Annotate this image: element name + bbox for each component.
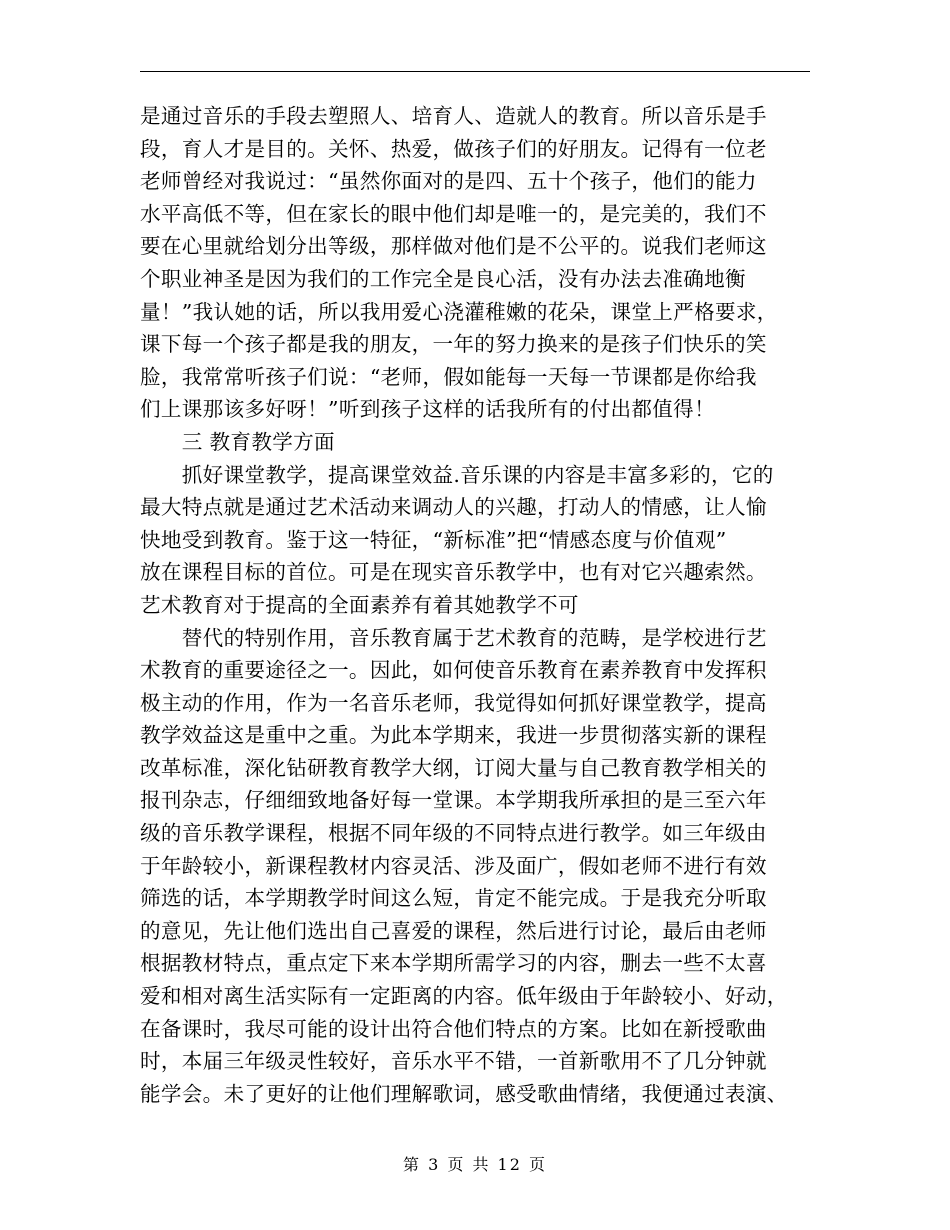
page-number-footer: 第 3 页 共 12 页 <box>403 1155 547 1174</box>
text-line: 量！”我认她的话，所以我用爱心浇灌稚嫩的花朵，课堂上严格要求， <box>140 299 778 324</box>
text-line: 是通过音乐的手段去塑照人、培育人、造就人的教育。所以音乐是手 <box>140 104 767 128</box>
text-line: 替代的特别作用，音乐教育属于艺术教育的范畴，是学校进行艺 <box>140 625 767 650</box>
text-line: 爱和相对离生活实际有一定距离的内容。低年级由于年龄较小、好动， <box>140 984 788 1009</box>
text-line: 个职业神圣是因为我们的工作完全是良心活，没有办法去准确地衡 <box>140 266 746 291</box>
text-line: 老师曾经对我说过：“虽然你面对的是四、五十个孩子，他们的能力 <box>140 169 757 194</box>
text-line: 教学效益这是重中之重。为此本学期来，我进一步贯彻落实新的课程 <box>140 723 767 748</box>
text-line: 最大特点就是通过艺术活动来调动人的兴趣，打动人的情感，让人愉 <box>140 495 767 520</box>
text-line: 的意见，先让他们选出自己喜爱的课程，然后进行讨论，最后由老师 <box>140 918 767 943</box>
text-line: 段，育人才是目的。关怀、热爱，做孩子们的好朋友。记得有一位老 <box>140 136 767 161</box>
text-line: 改革标准，深化钻研教育教学大纲，订阅大量与自己教育教学相关的 <box>140 755 767 780</box>
text-line: 脸，我常常听孩子们说：“老师，假如能每一天每一节课都是你给我 <box>140 364 757 389</box>
text-line: 能学会。未了更好的让他们理解歌词，感受歌曲情绪，我便通过表演、 <box>140 1081 788 1106</box>
text-line: 于年龄较小，新课程教材内容灵活、涉及面广，假如老师不进行有效 <box>140 853 767 878</box>
text-line: 课下每一个孩子都是我的朋友，一年的努力换来的是孩子们快乐的笑 <box>140 332 767 357</box>
text-line: 根据教材特点，重点定下来本学期所需学习的内容，删去一些不太喜 <box>140 951 767 976</box>
text-line: 筛选的话，本学期教学时间这么短，肯定不能完成。于是我充分听取 <box>140 886 767 911</box>
header-rule <box>140 71 810 72</box>
text-line: 报刊杂志，仔细细致地备好每一堂课。本学期我所承担的是三至六年 <box>140 788 767 813</box>
text-line: 们上课那该多好呀！”听到孩子这样的话我所有的付出都值得！ <box>140 397 715 422</box>
text-line: 快地受到教育。鉴于这一特征，“新标准”把“情感态度与价值观” <box>140 527 727 552</box>
section-heading: 三 教育教学方面 <box>140 429 335 454</box>
text-line: 艺术教育对于提高的全面素养有着其她教学不可 <box>140 592 579 617</box>
text-line: 要在心里就给划分出等级，那样做对他们是不公平的。说我们老师这 <box>140 234 767 259</box>
text-line: 术教育的重要途径之一。因此，如何使音乐教育在素养教育中发挥积 <box>140 658 767 683</box>
body-text <box>140 100 810 1110</box>
text-line: 抓好课堂教学，提高课堂效益.音乐课的内容是丰富多彩的，它的 <box>140 462 774 487</box>
text-line: 时，本届三年级灵性较好，音乐水平不错，一首新歌用不了几分钟就 <box>140 1049 767 1074</box>
text-line: 极主动的作用，作为一名音乐老师，我觉得如何抓好课堂教学，提高 <box>140 690 767 715</box>
text-line: 在备课时，我尽可能的设计出符合他们特点的方案。比如在新授歌曲 <box>140 1016 767 1041</box>
text-line: 水平高低不等，但在家长的眼中他们却是唯一的，是完美的，我们不 <box>140 201 767 226</box>
text-line: 级的音乐教学课程，根据不同年级的不同特点进行教学。如三年级由 <box>140 821 767 846</box>
text-line: 放在课程目标的首位。可是在现实音乐教学中，也有对它兴趣索然。 <box>140 560 767 585</box>
